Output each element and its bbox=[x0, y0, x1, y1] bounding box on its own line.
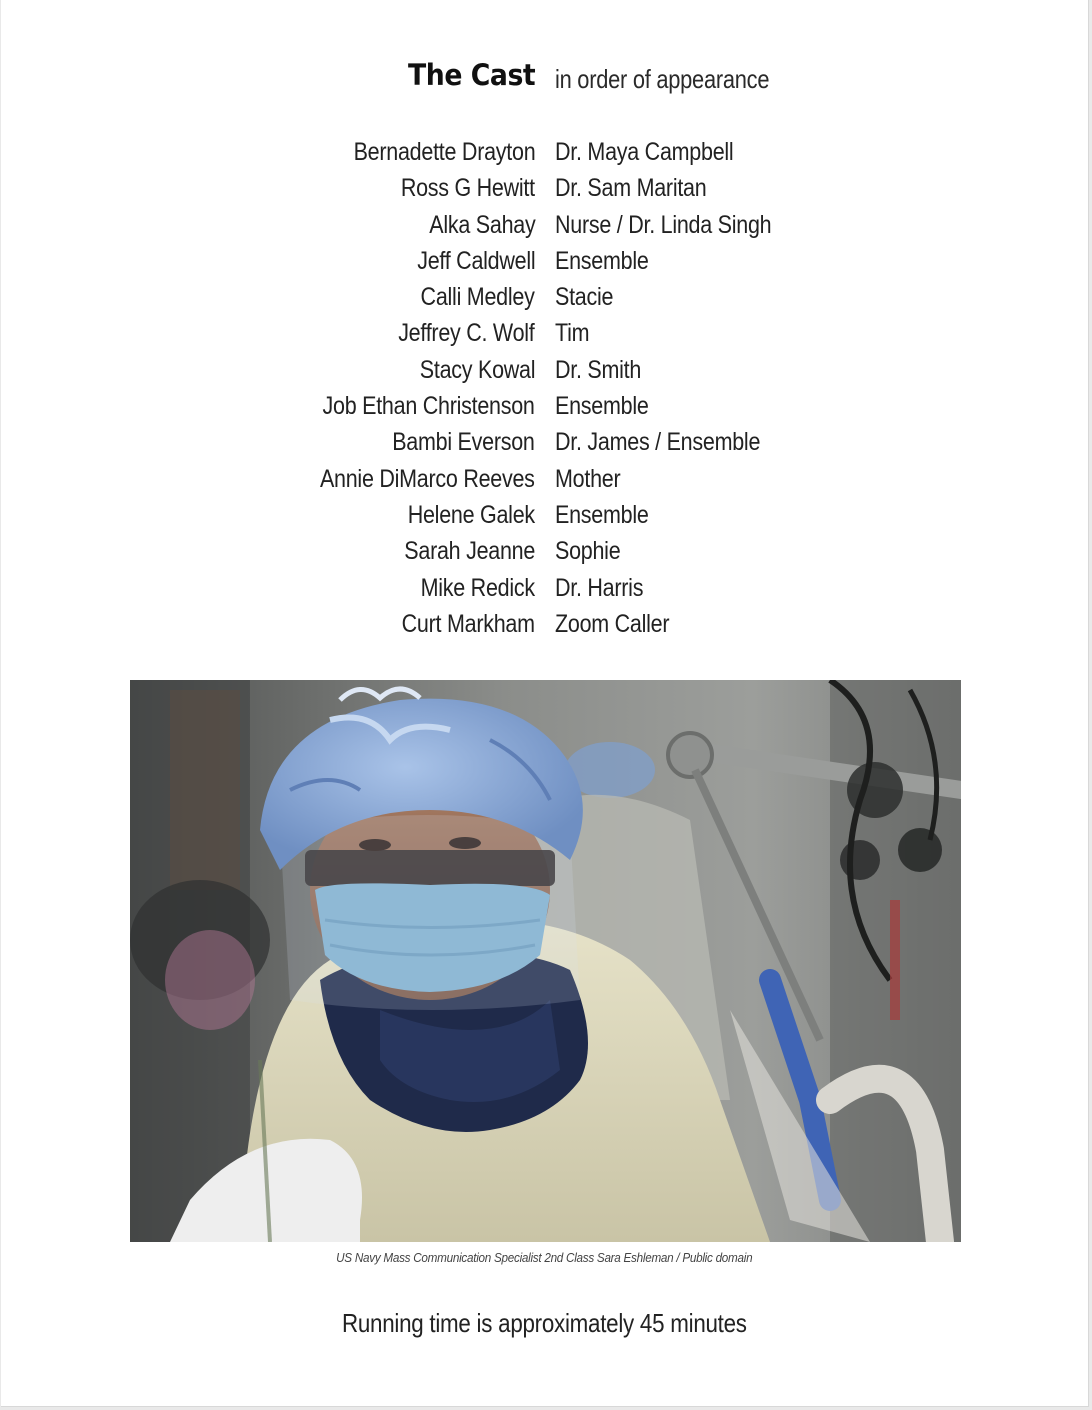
actor-name: Annie DiMarco Reeves bbox=[320, 464, 535, 493]
cast-row bbox=[1, 356, 1088, 392]
page-title: The Cast bbox=[407, 58, 535, 92]
running-time-text: Running time is approximately 45 minutes bbox=[342, 1308, 747, 1338]
hospital-photo bbox=[130, 680, 961, 1242]
role-name: Stacie bbox=[555, 283, 614, 312]
cast-row bbox=[1, 174, 1088, 210]
role-name: Tim bbox=[555, 319, 590, 348]
actor-name: Stacy Kowal bbox=[419, 355, 535, 384]
role-name: Mother bbox=[555, 464, 621, 493]
actor-name: Bernadette Drayton bbox=[353, 138, 535, 166]
role-name: Ensemble bbox=[555, 500, 649, 529]
cast-row bbox=[1, 247, 1088, 283]
actor-name: Bambi Everson bbox=[392, 428, 535, 457]
cast-row bbox=[1, 610, 1088, 646]
cast-row bbox=[1, 501, 1088, 537]
running-time bbox=[1, 1308, 1088, 1339]
actor-name: Ross G Hewitt bbox=[400, 174, 535, 203]
cast-row bbox=[1, 537, 1088, 573]
program-page bbox=[1, 0, 1089, 1407]
role-name: Ensemble bbox=[555, 392, 649, 421]
actor-name: Jeff Caldwell bbox=[416, 246, 535, 275]
photo-illustration bbox=[130, 680, 961, 1242]
cast-row bbox=[1, 428, 1088, 464]
role-name: Zoom Caller bbox=[555, 609, 670, 638]
cast-row bbox=[1, 574, 1088, 610]
role-name: Dr. Smith bbox=[555, 355, 642, 384]
cast-list bbox=[1, 138, 1088, 646]
actor-name: Alka Sahay bbox=[428, 210, 535, 239]
cast-row bbox=[1, 283, 1088, 319]
photo-credit bbox=[1, 1250, 1088, 1265]
role-name: Nurse / Dr. Linda Singh bbox=[555, 210, 772, 239]
page-subtitle: in order of appearance bbox=[555, 64, 770, 94]
actor-name: Helene Galek bbox=[407, 500, 535, 529]
photo-credit-text: US Navy Mass Communication Specialist 2nd Class Sara Eshleman / Public domain bbox=[336, 1250, 753, 1265]
actor-name: Jeffrey C. Wolf bbox=[398, 319, 535, 348]
cast-row bbox=[1, 138, 1088, 174]
role-name: Sophie bbox=[555, 537, 621, 566]
actor-name: Job Ethan Christenson bbox=[322, 392, 535, 421]
role-name: Ensemble bbox=[555, 246, 649, 275]
actor-name: Sarah Jeanne bbox=[404, 537, 535, 566]
cast-row bbox=[1, 392, 1088, 428]
role-name: Dr. Maya Campbell bbox=[555, 138, 734, 166]
actor-name: Mike Redick bbox=[420, 573, 535, 602]
role-name: Dr. Sam Maritan bbox=[555, 174, 707, 203]
cast-row bbox=[1, 319, 1088, 355]
cast-row bbox=[1, 211, 1088, 247]
actor-name: Curt Markham bbox=[401, 609, 535, 638]
actor-name: Calli Medley bbox=[420, 283, 535, 312]
role-name: Dr. Harris bbox=[555, 573, 644, 602]
cast-row bbox=[1, 465, 1088, 501]
role-name: Dr. James / Ensemble bbox=[555, 428, 761, 457]
